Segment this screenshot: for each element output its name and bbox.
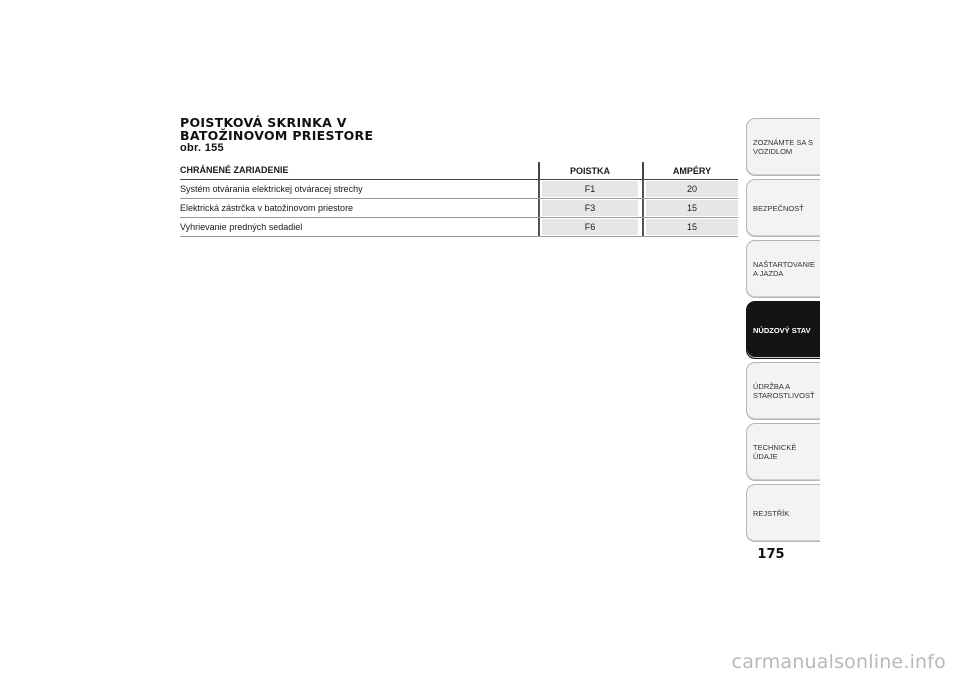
tab-starting-driving[interactable]	[746, 240, 820, 298]
column-separator	[642, 162, 644, 179]
row-device: Systém otvárania elektrickej otváracej strechy	[180, 184, 363, 194]
column-separator	[538, 199, 540, 217]
column-separator	[538, 218, 540, 236]
column-separator	[538, 162, 540, 179]
header-device: CHRÁNENÉ ZARIADENIE	[180, 165, 289, 175]
row-amps: 15	[646, 200, 738, 216]
column-separator	[642, 218, 644, 236]
tab-technical-data[interactable]	[746, 423, 820, 481]
table-row	[180, 199, 738, 218]
tab-emergency[interactable]	[746, 301, 820, 359]
row-fuse: F1	[542, 181, 638, 197]
row-amps: 15	[646, 219, 738, 235]
row-amps: 20	[646, 181, 738, 197]
column-separator	[642, 180, 644, 198]
tab-safety[interactable]	[746, 179, 820, 237]
column-separator	[538, 180, 540, 198]
tab-maintenance[interactable]	[746, 362, 820, 420]
tab-index[interactable]	[746, 484, 820, 542]
tab-label: NÚDZOVÝ STAV	[753, 325, 811, 335]
row-device: Elektrická zástrčka v batožinovom priestore	[180, 203, 354, 213]
tab-label: ZOZNÁMTE SA S VOZIDLOM	[753, 138, 814, 156]
header-amps: AMPÉRY	[672, 166, 712, 176]
title-line-2: BATOŽINOVOM PRIESTORE	[180, 128, 374, 143]
tab-vehicle-intro[interactable]	[746, 118, 820, 176]
page-number: 175	[757, 547, 785, 562]
table-row	[180, 218, 738, 237]
row-fuse: F6	[542, 219, 638, 235]
header-fuse: POISTKA	[569, 166, 610, 176]
watermark: carmanualsonline.info	[731, 651, 946, 673]
figure-reference: obr. 155	[180, 142, 224, 154]
fuse-table	[180, 162, 738, 237]
tab-label: REJSTŘÍK	[753, 508, 790, 518]
tab-label: ÚDRŽBA A STAROSTLIVOSŤ	[753, 382, 815, 400]
tab-label: NAŠTARTOVANIE A JAZDA	[753, 260, 815, 278]
column-separator	[642, 199, 644, 217]
title-line-1: POISTKOVÁ SKRINKA V	[180, 115, 347, 130]
tab-label: BEZPEČNOSŤ	[753, 203, 804, 213]
table-header	[180, 162, 738, 180]
section-title	[180, 116, 373, 155]
tab-label: TECHNICKÉ ÚDAJE	[753, 443, 797, 461]
chapter-tabs	[746, 118, 820, 545]
table-row	[180, 180, 738, 199]
row-fuse: F3	[542, 200, 638, 216]
row-device: Vyhrievanie predných sedadiel	[180, 222, 303, 232]
